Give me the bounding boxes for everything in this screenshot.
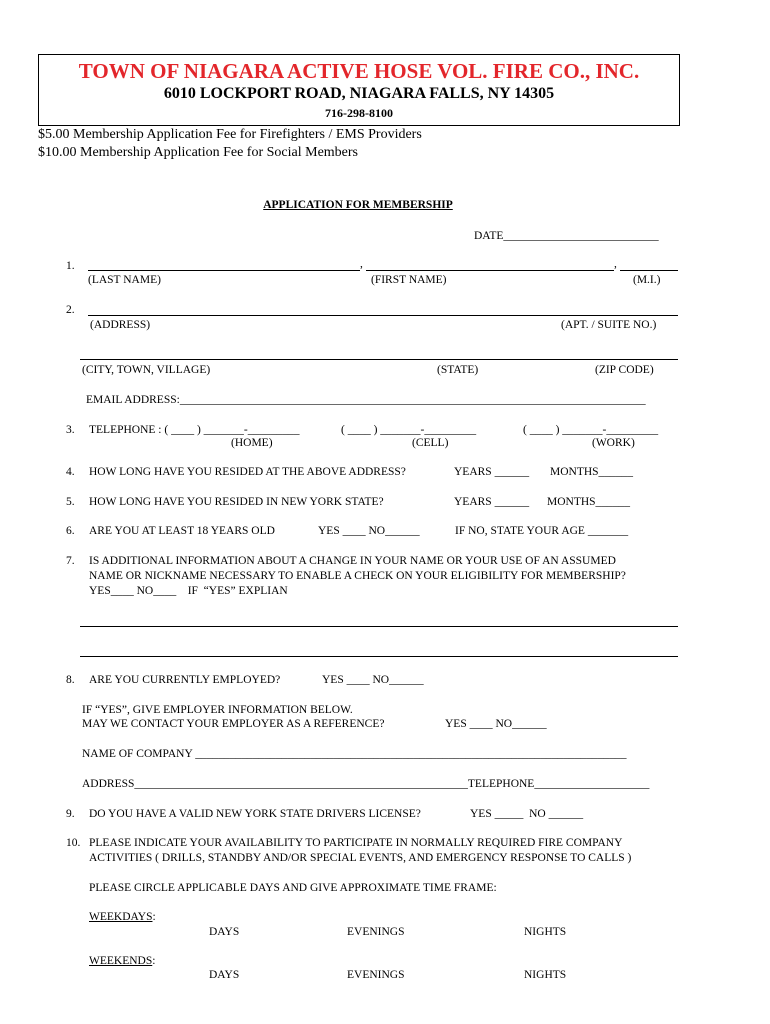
q10-line2: ACTIVITIES ( DRILLS, STANDBY AND/OR SPECIAL EVENTS, AND EMERGENCY RESPONSE TO CALLS ) bbox=[89, 852, 632, 864]
work-label: (WORK) bbox=[592, 437, 635, 449]
company-name-field[interactable]: NAME OF COMPANY ___________________________________________________________________________ bbox=[82, 748, 627, 760]
city-label: (CITY, TOWN, VILLAGE) bbox=[82, 364, 211, 376]
home-phone-field[interactable]: TELEPHONE : ( ____ ) _______-_________ bbox=[89, 424, 300, 436]
employer-contact-question: MAY WE CONTACT YOUR EMPLOYER AS A REFERENCE? bbox=[82, 718, 385, 730]
header-box bbox=[38, 54, 680, 126]
q5-years-field[interactable]: YEARS ______ bbox=[454, 496, 530, 508]
state-label: (STATE) bbox=[437, 364, 479, 376]
employer-info-line: IF “YES”, GIVE EMPLOYER INFORMATION BELOW. bbox=[82, 704, 353, 716]
q7-number: 7. bbox=[66, 555, 75, 567]
q4-months-field[interactable]: MONTHS______ bbox=[550, 466, 634, 478]
q9-yes-no-field[interactable]: YES _____ NO ______ bbox=[470, 808, 584, 820]
employer-contact-yes-no[interactable]: YES ____ NO______ bbox=[445, 718, 547, 730]
fee-social: $10.00 Membership Application Fee for Social Members bbox=[38, 145, 358, 160]
first-name-label: (FIRST NAME) bbox=[371, 274, 447, 286]
cell-phone-field[interactable]: ( ____ ) _______-_________ bbox=[341, 424, 477, 436]
weekday-evenings-option[interactable]: EVENINGS bbox=[347, 926, 405, 938]
q10-circle-instruction: PLEASE CIRCLE APPLICABLE DAYS AND GIVE APPROXIMATE TIME FRAME: bbox=[89, 882, 497, 894]
q1-number: 1. bbox=[66, 260, 75, 272]
weekends-heading: WEEKENDS: bbox=[89, 955, 156, 967]
weekend-evenings-option[interactable]: EVENINGS bbox=[347, 969, 405, 981]
q8-yes-no-field[interactable]: YES ____ NO______ bbox=[322, 674, 424, 686]
mi-field[interactable] bbox=[620, 270, 678, 271]
weekday-days-option[interactable]: DAYS bbox=[209, 926, 240, 938]
q7-line2: NAME OR NICKNAME NECESSARY TO ENABLE A CHECK ON YOUR ELIGIBILITY FOR MEMBERSHIP? bbox=[89, 570, 626, 582]
q10-number: 10. bbox=[66, 837, 81, 849]
q4-years-field[interactable]: YEARS ______ bbox=[454, 466, 530, 478]
org-title: TOWN OF NIAGARA ACTIVE HOSE VOL. FIRE CO., INC. bbox=[78, 59, 640, 83]
weekdays-heading: WEEKDAYS: bbox=[89, 911, 156, 923]
employer-address-field[interactable]: ADDRESS__________________________________________________________TELEPHONE____________________ bbox=[82, 778, 650, 790]
q4-question: HOW LONG HAVE YOU RESIDED AT THE ABOVE ADDRESS? bbox=[89, 466, 406, 478]
address-label: (ADDRESS) bbox=[90, 319, 151, 331]
apt-label: (APT. / SUITE NO.) bbox=[561, 319, 657, 331]
weekend-days-option[interactable]: DAYS bbox=[209, 969, 240, 981]
q8-question: ARE YOU CURRENTLY EMPLOYED? bbox=[89, 674, 281, 686]
q2-number: 2. bbox=[66, 304, 75, 316]
comma: , bbox=[614, 258, 617, 270]
q7-explain-line-1[interactable] bbox=[80, 626, 678, 627]
home-label: (HOME) bbox=[231, 437, 273, 449]
comma: , bbox=[360, 258, 363, 270]
first-name-field[interactable] bbox=[366, 270, 614, 271]
q8-number: 8. bbox=[66, 674, 75, 686]
city-state-zip-field[interactable] bbox=[80, 359, 678, 360]
q9-question: DO YOU HAVE A VALID NEW YORK STATE DRIVERS LICENSE? bbox=[89, 808, 421, 820]
zip-label: (ZIP CODE) bbox=[595, 364, 654, 376]
weekend-nights-option[interactable]: NIGHTS bbox=[524, 969, 567, 981]
q6-age-field[interactable]: IF NO, STATE YOUR AGE _______ bbox=[455, 525, 629, 537]
org-phone: 716-298-8100 bbox=[325, 106, 393, 120]
email-field[interactable]: EMAIL ADDRESS:_________________________________________________________________________________ bbox=[86, 394, 646, 406]
weekday-nights-option[interactable]: NIGHTS bbox=[524, 926, 567, 938]
q3-number: 3. bbox=[66, 424, 75, 436]
q5-months-field[interactable]: MONTHS______ bbox=[547, 496, 631, 508]
cell-label: (CELL) bbox=[412, 437, 449, 449]
date-field[interactable]: DATE___________________________ bbox=[474, 230, 659, 242]
q4-number: 4. bbox=[66, 466, 75, 478]
work-phone-field[interactable]: ( ____ ) _______-_________ bbox=[523, 424, 659, 436]
q7-yes-no-explain[interactable]: YES____ NO____ IF “YES” EXPLIAN bbox=[89, 585, 288, 597]
q6-yes-no-field[interactable]: YES ____ NO______ bbox=[318, 525, 420, 537]
q7-line1: IS ADDITIONAL INFORMATION ABOUT A CHANGE IN YOUR NAME OR YOUR USE OF AN ASSUMED bbox=[89, 555, 616, 567]
q5-number: 5. bbox=[66, 496, 75, 508]
fee-firefighters: $5.00 Membership Application Fee for Firefighters / EMS Providers bbox=[38, 127, 422, 142]
form-title: APPLICATION FOR MEMBERSHIP bbox=[263, 199, 453, 211]
address-field[interactable] bbox=[88, 315, 678, 316]
q7-explain-line-2[interactable] bbox=[80, 656, 678, 657]
mi-label: (M.I.) bbox=[633, 274, 661, 286]
last-name-label: (LAST NAME) bbox=[88, 274, 161, 286]
last-name-field[interactable] bbox=[88, 270, 360, 271]
q6-number: 6. bbox=[66, 525, 75, 537]
q5-question: HOW LONG HAVE YOU RESIDED IN NEW YORK STATE? bbox=[89, 496, 384, 508]
q10-line1: PLEASE INDICATE YOUR AVAILABILITY TO PARTICIPATE IN NORMALLY REQUIRED FIRE COMPANY bbox=[89, 837, 623, 849]
q9-number: 9. bbox=[66, 808, 75, 820]
q6-question: ARE YOU AT LEAST 18 YEARS OLD bbox=[89, 525, 275, 537]
org-address: 6010 LOCKPORT ROAD, NIAGARA FALLS, NY 14305 bbox=[163, 85, 555, 102]
